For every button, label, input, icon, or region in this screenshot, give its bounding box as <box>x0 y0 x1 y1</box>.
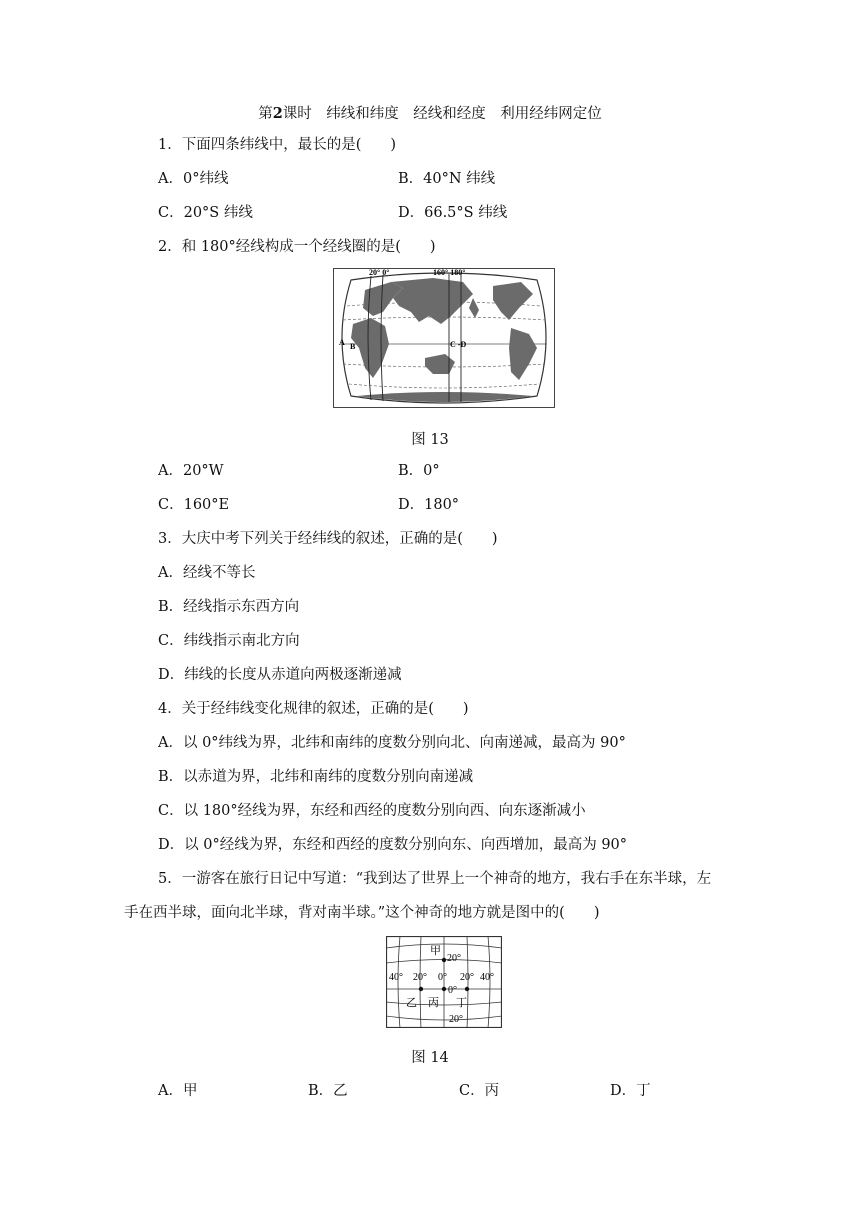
label-w20: 20° <box>413 972 427 983</box>
q4-option-d: D．以 0°经线为界，东经和西经的度数分别向东、向西增加，最高为 90° <box>158 837 628 853</box>
page-title: 第2课时 纬线和纬度 经线和经度 利用经纬网定位 <box>258 105 602 122</box>
label-s20: 20° <box>449 1014 463 1025</box>
q1-option-d: D．66.5°S 纬线 <box>398 205 508 221</box>
q3-option-c: C．纬线指示南北方向 <box>158 633 300 649</box>
q5-option-b: B．乙 <box>308 1083 348 1099</box>
q1-option-a: A．0°纬线 <box>158 171 229 187</box>
world-map-svg <box>333 268 555 408</box>
world-map-figure <box>333 268 555 408</box>
label-n20: 20° <box>447 953 461 964</box>
q4-stem: 4．关于经纬线变化规律的叙述，正确的是( ) <box>158 701 469 717</box>
q4-option-c: C．以 180°经线为界，东经和西经的度数分别向西、向东逐渐减小 <box>158 803 586 819</box>
point-bing <box>442 987 446 991</box>
label-m0: 0° <box>438 972 447 983</box>
label-eq: 0° <box>448 985 457 996</box>
grid-svg <box>386 936 502 1028</box>
map-label-cd: C -D <box>450 340 467 349</box>
q2-option-c: C．160°E <box>158 497 230 513</box>
point-ding <box>465 987 469 991</box>
q5-option-a: A．甲 <box>158 1083 198 1099</box>
q4-option-b: B．以赤道为界，北纬和南纬的度数分别向南递减 <box>158 769 474 785</box>
point-yi <box>419 987 423 991</box>
point-jia <box>442 958 446 962</box>
label-ding: 丁 <box>456 997 467 1009</box>
q2-stem: 2．和 180°经线构成一个经线圈的是( ) <box>158 239 436 255</box>
label-jia: 甲 <box>430 945 441 957</box>
q3-option-a: A．经线不等长 <box>158 565 256 581</box>
q1-option-c: C．20°S 纬线 <box>158 205 253 221</box>
q2-option-a: A．20°W <box>158 463 224 479</box>
label-w40: 40° <box>389 972 403 983</box>
q5-stem-line2: 手在西半球，面向北半球，背对南半球。”这个神奇的地方就是图中的( ) <box>124 905 600 921</box>
map-label-160-180: 160° 180° <box>433 268 466 277</box>
q5-option-c: C．丙 <box>459 1083 500 1099</box>
label-e40: 40° <box>480 972 494 983</box>
q2-option-b: B．0° <box>398 463 440 479</box>
q5-option-d: D．丁 <box>610 1083 651 1099</box>
map-label-a: A <box>339 338 345 347</box>
q3-option-b: B．经线指示东西方向 <box>158 599 300 615</box>
q1-option-b: B．40°N 纬线 <box>398 171 496 187</box>
q2-option-d: D．180° <box>398 497 460 513</box>
figure-14-caption: 图 14 <box>411 1050 449 1066</box>
map-label-b: B <box>350 342 356 351</box>
label-e20: 20° <box>460 972 474 983</box>
q1-stem: 1．下面四条纬线中，最长的是( ) <box>158 137 397 153</box>
q3-option-d: D．纬线的长度从赤道向两极逐渐递减 <box>158 667 402 683</box>
grid-figure <box>386 936 502 1028</box>
q4-option-a: A．以 0°纬线为界，北纬和南纬的度数分别向北、向南递减，最高为 90° <box>158 735 626 751</box>
map-label-20-0: 20° 0° <box>369 268 390 277</box>
q3-stem: 3．大庆中考下列关于经纬线的叙述，正确的是( ) <box>158 531 498 547</box>
label-yi: 乙 <box>406 997 417 1009</box>
figure-13-caption: 图 13 <box>411 432 449 448</box>
label-bing: 丙 <box>428 997 439 1009</box>
q5-stem-line1: 5．一游客在旅行日记中写道：“我到达了世界上一个神奇的地方，我右手在东半球，左 <box>158 871 712 887</box>
